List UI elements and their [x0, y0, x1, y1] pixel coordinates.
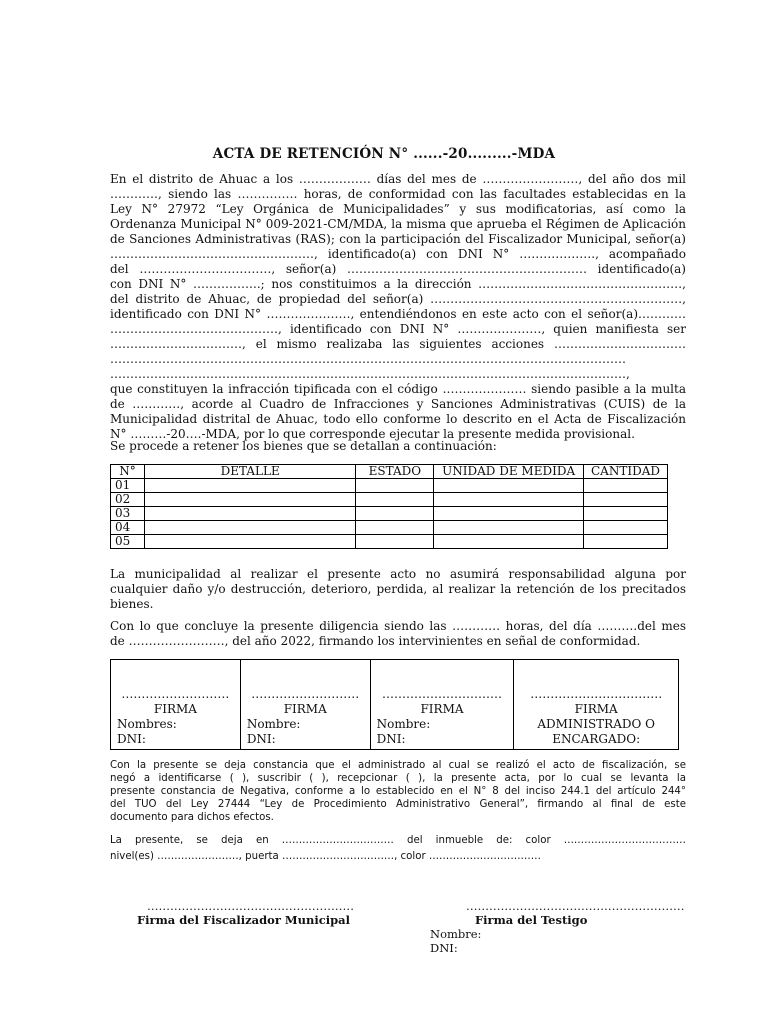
estado-cell[interactable] — [356, 479, 434, 493]
intro-line: ……………………………………, identificado con DNI N° …………………, quien manifiesta ser — [110, 322, 686, 336]
signature-dni-label: DNI: — [117, 732, 146, 746]
signature-box[interactable] — [111, 660, 241, 750]
liability-line: bienes. — [110, 597, 154, 611]
unidad-cell[interactable] — [434, 479, 584, 493]
liability-line: La municipalidad al realizar el presente acto no asumirá responsabilidad alguna por — [110, 567, 686, 581]
conclude-line: de ……………………, del año 2022, firmando los intervinientes en señal de conformidad. — [110, 634, 641, 648]
goods-table — [110, 464, 668, 549]
cantidad-cell[interactable] — [583, 521, 667, 535]
intro-line: Ley N° 27972 “Ley Orgánica de Municipalidades” y sus modificatorias, así como la — [110, 202, 686, 216]
inmueble-paragraph — [110, 833, 686, 865]
signature-name-label: Nombres: — [117, 717, 177, 731]
col-header-detalle: DETALLE — [144, 465, 355, 479]
detalle-cell[interactable] — [144, 493, 355, 507]
row-number: 05 — [111, 535, 145, 549]
intro-line: En el distrito de Ahuac a los ……………… días del mes de ……………………, del año dos mil — [110, 172, 686, 186]
cantidad-cell[interactable] — [583, 507, 667, 521]
signature-line: ……………………… — [121, 687, 230, 701]
unidad-cell[interactable] — [434, 507, 584, 521]
intro-line: ……………………………, el mismo realizaba las siguientes acciones …………………………… — [110, 337, 686, 351]
estado-cell[interactable] — [356, 507, 434, 521]
unidad-cell[interactable] — [434, 521, 584, 535]
fiscalizador-signature-line: ……………………………………………… — [147, 899, 354, 913]
signature-table — [110, 659, 679, 750]
signature-caption: FIRMA — [420, 702, 464, 716]
intro-line: que constituyen la infracción tipificada con el código ………………… siendo pasible a la multa — [110, 382, 686, 396]
unidad-cell[interactable] — [434, 535, 584, 549]
intro-paragraph — [110, 172, 686, 442]
signature-box[interactable] — [370, 660, 514, 750]
detalle-cell[interactable] — [144, 507, 355, 521]
intro-line: …………………………………………………………………………………………………………………, — [110, 367, 630, 381]
signature-name-label: Nombre: — [376, 717, 431, 731]
cantidad-cell[interactable] — [583, 479, 667, 493]
table-row — [111, 507, 668, 521]
retain-text — [110, 439, 686, 454]
testigo-dni-label: DNI: — [430, 941, 458, 955]
table-row — [111, 479, 668, 493]
liability-line: cualquier daño y/o destrucción, deterioro, perdida, al realizar la retención de los precitados — [110, 582, 686, 596]
negativa-paragraph — [110, 759, 686, 824]
signature-box[interactable] — [514, 660, 679, 750]
inmueble-line: La presente, se deja en …………………………… del inmueble de: color ……………………………… — [110, 835, 686, 846]
signature-line: …………………………… — [530, 687, 663, 701]
signature-line: ……………………… — [251, 687, 360, 701]
cantidad-cell[interactable] — [583, 493, 667, 507]
document-title: ACTA DE RETENCIÓN N° ......-20.........-MDA — [212, 146, 556, 162]
row-number: 02 — [111, 493, 145, 507]
signature-dni-label: DNI: — [376, 732, 406, 746]
testigo-signature — [430, 899, 685, 955]
intro-line: ………………………………………………………………………………………………………………… — [110, 352, 626, 366]
signature-caption: FIRMA — [574, 702, 618, 716]
col-header-cantidad: CANTIDAD — [583, 465, 667, 479]
intro-line: ……………………………………………, identificado(a) con DNI N° ………………., acompañado — [110, 247, 686, 261]
testigo-signature-line: ………………………………………………… — [466, 899, 685, 913]
retain-line: Se procede a retener los bienes que se detallan a continuación: — [110, 439, 497, 453]
signature-caption: FIRMA — [283, 702, 327, 716]
intro-line: de Sanciones Administrativas (RAS); con la participación del Fiscalizador Municipal, señor(a) — [110, 232, 686, 246]
intro-line: N° ………-20….-MDA, por lo que corresponde ejecutar la presente medida provisional. — [110, 427, 635, 441]
liability-paragraph — [110, 567, 686, 612]
signature-role-label: ENCARGADO: — [552, 732, 641, 746]
negativa-line: Con la presente se deja constancia que el administrado al cual se realizó el acto de fiscalización, se — [110, 760, 686, 771]
col-header-number: N° — [111, 465, 145, 479]
intro-line: con DNI N° ……………..; nos constituimos a la dirección ……………………………………………, — [110, 277, 686, 291]
testigo-caption: Firma del Testigo — [475, 913, 588, 927]
intro-line: …………, siendo las …………… horas, de conformidad con las facultades establecidas en la — [110, 187, 686, 201]
signature-caption: FIRMA — [153, 702, 197, 716]
col-header-unidad: UNIDAD DE MEDIDA — [434, 465, 584, 479]
testigo-name-label: Nombre: — [430, 927, 482, 941]
unidad-cell[interactable] — [434, 493, 584, 507]
fiscalizador-caption: Firma del Fiscalizador Municipal — [137, 913, 350, 927]
intro-line: del ……………………………, señor(a) …………………………………………………… identificado(a) — [110, 262, 686, 276]
detalle-cell[interactable] — [144, 535, 355, 549]
intro-line: de …………, acorde al Cuadro de Infracciones y Sanciones Administrativas (CUIS) de la — [110, 397, 686, 411]
estado-cell[interactable] — [356, 521, 434, 535]
estado-cell[interactable] — [356, 493, 434, 507]
conclude-paragraph — [110, 619, 686, 649]
intro-line: Ordenanza Municipal N° 009-2021-CM/MDA, la misma que aprueba el Régimen de Aplicación — [110, 217, 686, 231]
signature-box[interactable] — [240, 660, 370, 750]
table-row — [111, 493, 668, 507]
signature-line: ………………………… — [382, 687, 502, 701]
signature-name-label: Nombre: — [246, 717, 301, 731]
table-row — [111, 521, 668, 535]
detalle-cell[interactable] — [144, 521, 355, 535]
intro-line: del distrito de Ahuac, de propiedad del señor(a) ………………………………………………………, — [110, 292, 686, 306]
intro-line: Municipalidad distrital de Ahuac, todo ello conforme lo descrito en el Acta de Fiscalización — [110, 412, 686, 426]
fiscalizador-signature — [137, 899, 354, 927]
row-number: 01 — [111, 479, 145, 493]
signature-dni-label: DNI: — [246, 732, 276, 746]
estado-cell[interactable] — [356, 535, 434, 549]
negativa-line: documento para dichos efectos. — [110, 812, 274, 823]
cantidad-cell[interactable] — [583, 535, 667, 549]
negativa-line: presente constancia de Negativa, conforme a lo establecido en el N° 8 del inciso 244.1 del artículo 244° — [110, 786, 686, 797]
negativa-line: negó a identificarse ( ), suscribir ( ), recepcionar ( ), la presente acta, por lo cual se levanta la — [110, 773, 686, 784]
row-number: 04 — [111, 521, 145, 535]
intro-line: identificado con DNI N° …………………, entendiéndonos en este acto con el señor(a)………… — [110, 307, 686, 321]
detalle-cell[interactable] — [144, 479, 355, 493]
table-row — [111, 535, 668, 549]
col-header-estado: ESTADO — [356, 465, 434, 479]
conclude-line: Con lo que concluye la presente diligencia siendo las ………… horas, del día ……….del mes — [110, 619, 686, 633]
goods-header-row — [111, 465, 668, 479]
inmueble-line: nivel(es) ……………………, puerta ……………………………, color …………………………… — [110, 851, 541, 862]
signature-role-label: ADMINISTRADO O — [537, 717, 655, 731]
negativa-line: del TUO del Ley 27444 “Ley de Procedimiento Administrativo General”, firmando al final de este — [110, 799, 686, 810]
row-number: 03 — [111, 507, 145, 521]
